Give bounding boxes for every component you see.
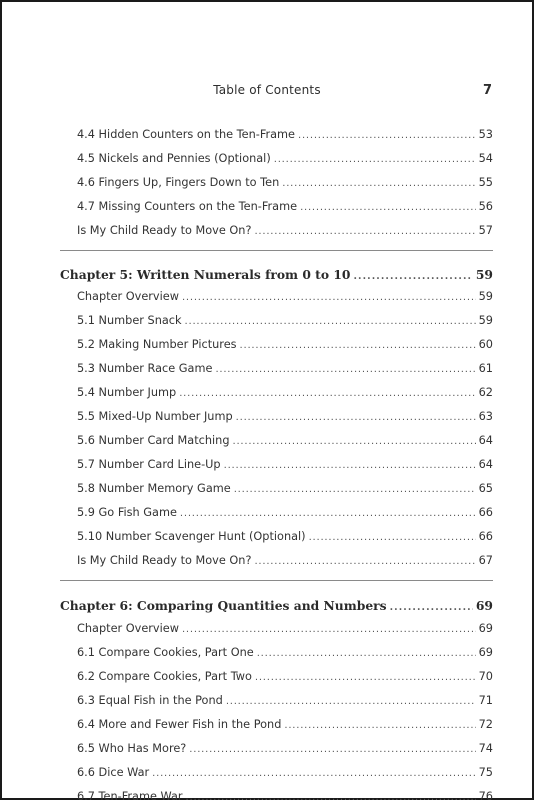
toc-entry-label: Is My Child Ready to Move On?	[77, 224, 252, 237]
toc-entry-label: 5.8 Number Memory Game	[77, 482, 231, 495]
toc-entry-label: 4.4 Hidden Counters on the Ten-Frame	[77, 128, 296, 141]
running-title: Table of Contents	[213, 83, 321, 97]
toc-entry-label: 6.3 Equal Fish in the Pond	[77, 694, 223, 707]
chapter-title: Chapter 5: Written Numerals from 0 to 10	[60, 267, 351, 282]
toc-entry-page: 64	[478, 458, 493, 471]
toc-entry-page: 64	[478, 434, 493, 447]
dot-leader	[189, 744, 475, 755]
dot-leader	[179, 388, 475, 399]
dot-leader	[186, 792, 476, 803]
page-header	[0, 83, 534, 103]
dot-leader	[226, 696, 476, 707]
toc-entry-page: 69	[478, 646, 493, 659]
toc-entry-page: 59	[478, 290, 493, 303]
dot-leader	[274, 154, 476, 165]
toc-entry-page: 75	[478, 766, 493, 779]
toc-entry-label: 5.5 Mixed-Up Number Jump	[77, 410, 233, 423]
toc-entry-page: 65	[478, 482, 493, 495]
toc-entry-label: 6.5 Who Has More?	[77, 742, 187, 755]
toc-entry-label: 5.10 Number Scavenger Hunt (Optional)	[77, 530, 306, 543]
toc-entry[interactable]	[60, 314, 493, 334]
dot-leader	[234, 484, 476, 495]
dot-leader	[236, 412, 476, 423]
toc-entry[interactable]	[60, 290, 493, 310]
toc-entry[interactable]	[60, 410, 493, 430]
toc-entry-label: 5.4 Number Jump	[77, 386, 177, 399]
toc-entry[interactable]	[60, 506, 493, 526]
toc-entry[interactable]	[60, 790, 493, 810]
toc-entry[interactable]	[60, 152, 493, 172]
toc-entry[interactable]	[60, 458, 493, 478]
toc-entry-page: 76	[478, 790, 493, 803]
toc-entry-label: 6.6 Dice War	[77, 766, 150, 779]
toc-entry-page: 74	[478, 742, 493, 755]
toc-entry[interactable]	[60, 530, 493, 550]
toc-entry-page: 56	[478, 200, 493, 213]
toc-entry-label: 5.7 Number Card Line-Up	[77, 458, 221, 471]
toc-entry-label: 4.6 Fingers Up, Fingers Down to Ten	[77, 176, 280, 189]
toc-entry-label: 5.2 Making Number Pictures	[77, 338, 237, 351]
toc-entry-page: 60	[478, 338, 493, 351]
section-divider	[60, 580, 493, 581]
toc-entry-page: 55	[478, 176, 493, 189]
toc-entry[interactable]	[60, 554, 493, 574]
toc-entry-label: 4.7 Missing Counters on the Ten-Frame	[77, 200, 298, 213]
toc-entry[interactable]	[60, 386, 493, 406]
dot-leader	[300, 202, 476, 213]
toc-entry-label: Chapter Overview	[77, 622, 179, 635]
toc-entry[interactable]	[60, 176, 493, 196]
toc-entry-page: 53	[478, 128, 493, 141]
dot-leader	[284, 720, 475, 731]
toc-entry[interactable]	[60, 670, 493, 690]
toc-entry-page: 61	[478, 362, 493, 375]
dot-leader	[182, 292, 476, 303]
toc-entry-page: 67	[478, 554, 493, 567]
toc-entry-page: 69	[478, 622, 493, 635]
dot-leader	[233, 436, 476, 447]
chapter-title: Chapter 6: Comparing Quantities and Numbers	[60, 598, 387, 613]
page-number: 7	[482, 83, 492, 98]
dot-leader	[182, 624, 476, 635]
toc-entry-label: 6.1 Compare Cookies, Part One	[77, 646, 254, 659]
chapter-page: 59	[475, 267, 493, 282]
dot-leader	[309, 532, 476, 543]
toc-entry-page: 72	[478, 718, 493, 731]
toc-entry[interactable]	[60, 362, 493, 382]
toc-entry[interactable]	[60, 742, 493, 762]
toc-entry-label: 5.9 Go Fish Game	[77, 506, 177, 519]
toc-entry-label: 6.7 Ten-Frame War	[77, 790, 183, 803]
toc-entry-label: 6.2 Compare Cookies, Part Two	[77, 670, 252, 683]
toc-entry[interactable]	[60, 646, 493, 666]
toc-entry[interactable]	[60, 338, 493, 358]
toc-entry-page: 59	[478, 314, 493, 327]
toc-entry[interactable]	[60, 622, 493, 642]
dot-leader	[255, 672, 476, 683]
toc-entry-page: 62	[478, 386, 493, 399]
toc-entry[interactable]	[60, 224, 493, 244]
toc-entry-page: 70	[478, 670, 493, 683]
toc-entry-page: 66	[478, 530, 493, 543]
dot-leader	[390, 602, 473, 613]
dot-leader	[257, 648, 476, 659]
section-divider	[60, 250, 493, 251]
toc-entry-page: 54	[478, 152, 493, 165]
chapter-page: 69	[475, 598, 493, 613]
chapter-heading-5[interactable]	[60, 267, 493, 287]
toc-entry[interactable]	[60, 718, 493, 738]
toc-entry-label: Chapter Overview	[77, 290, 179, 303]
dot-leader	[185, 316, 476, 327]
toc-entry[interactable]	[60, 766, 493, 786]
toc-entry[interactable]	[60, 200, 493, 220]
toc-entry[interactable]	[60, 482, 493, 502]
dot-leader	[298, 130, 476, 141]
toc-entry-label: 4.5 Nickels and Pennies (Optional)	[77, 152, 271, 165]
chapter-heading-6[interactable]	[60, 598, 493, 618]
dot-leader	[254, 556, 475, 567]
dot-leader	[180, 508, 476, 519]
toc-entry-page: 63	[478, 410, 493, 423]
toc-entry-label: 5.1 Number Snack	[77, 314, 182, 327]
toc-entry-label: Is My Child Ready to Move On?	[77, 554, 252, 567]
toc-entry-label: 6.4 More and Fewer Fish in the Pond	[77, 718, 282, 731]
dot-leader	[240, 340, 476, 351]
dot-leader	[215, 364, 475, 375]
dot-leader	[282, 178, 475, 189]
toc-entry-page: 57	[478, 224, 493, 237]
dot-leader	[224, 460, 476, 471]
toc-entry[interactable]	[60, 128, 493, 148]
toc-entry-page: 66	[478, 506, 493, 519]
toc-entry-label: 5.3 Number Race Game	[77, 362, 213, 375]
toc-entry[interactable]	[60, 434, 493, 454]
toc-entry[interactable]	[60, 694, 493, 714]
toc-entry-page: 71	[478, 694, 493, 707]
dot-leader	[353, 271, 472, 282]
toc-entry-label: 5.6 Number Card Matching	[77, 434, 230, 447]
dot-leader	[152, 768, 475, 779]
dot-leader	[254, 226, 475, 237]
